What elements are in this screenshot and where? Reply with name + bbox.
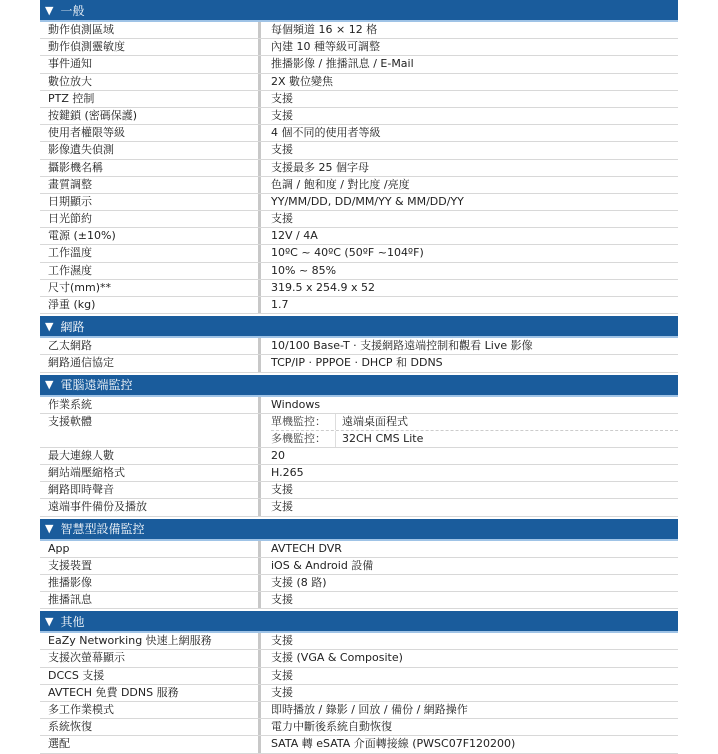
spec-label: 作業系統 bbox=[40, 397, 261, 413]
spec-value: Windows bbox=[271, 397, 321, 411]
spec-row bbox=[40, 194, 678, 211]
spec-label: 系統恢復 bbox=[40, 719, 261, 735]
spec-row bbox=[40, 280, 678, 297]
spec-value: 即時播放 / 錄影 / 回放 / 備份 / 網路操作 bbox=[271, 703, 468, 716]
spec-value: 內建 10 種等級可調整 bbox=[271, 40, 380, 54]
spec-row bbox=[40, 650, 678, 667]
spec-label: 多工作業模式 bbox=[40, 702, 261, 718]
spec-label: AVTECH 免費 DDNS 服務 bbox=[40, 685, 261, 701]
triangle-down-icon: ▼ bbox=[45, 3, 54, 17]
spec-row bbox=[40, 499, 678, 516]
spec-label: 影像遺失偵測 bbox=[40, 142, 261, 158]
spec-label: DCCS 支援 bbox=[40, 668, 261, 684]
section-title: 智慧型設備監控 bbox=[60, 522, 145, 536]
spec-label: App bbox=[40, 541, 261, 557]
spec-value: 推播影像 / 推播訊息 / E-Mail bbox=[271, 57, 414, 71]
spec-value: 支援最多 25 個字母 bbox=[271, 160, 369, 174]
spec-row bbox=[40, 297, 678, 314]
spec-label: 工作溫度 bbox=[40, 245, 261, 261]
spec-label: 畫質調整 bbox=[40, 177, 261, 193]
spec-label: 網站端壓縮格式 bbox=[40, 465, 261, 481]
spec-row bbox=[40, 685, 678, 702]
spec-label: 攝影機名稱 bbox=[40, 160, 261, 176]
triangle-down-icon: ▼ bbox=[45, 614, 54, 628]
spec-row bbox=[40, 263, 678, 280]
spec-label: 使用者權限等級 bbox=[40, 125, 261, 141]
spec-row bbox=[40, 668, 678, 685]
spec-row bbox=[40, 245, 678, 262]
spec-row bbox=[40, 211, 678, 228]
spec-value: 支援 bbox=[271, 108, 293, 122]
triangle-down-icon: ▼ bbox=[45, 378, 54, 392]
spec-value: 支援 bbox=[271, 593, 293, 607]
section-header[interactable] bbox=[40, 375, 678, 397]
spec-row bbox=[40, 355, 678, 372]
section-title: 一般 bbox=[60, 3, 85, 18]
spec-label: PTZ 控制 bbox=[40, 91, 261, 107]
spec-value: 10/100 Base-T · 支援網路遠端控制和觀看 Live 影像 bbox=[271, 339, 533, 353]
spec-row bbox=[40, 108, 678, 125]
spec-label: 支援裝置 bbox=[40, 558, 261, 574]
spec-label: 日光節約 bbox=[40, 211, 261, 227]
spec-label: 支援軟體 bbox=[40, 414, 261, 447]
spec-value: 20 bbox=[271, 448, 285, 462]
spec-row bbox=[40, 414, 678, 448]
section-header[interactable] bbox=[40, 316, 678, 338]
section-title: 電腦遠端監控 bbox=[60, 378, 133, 393]
spec-row bbox=[40, 465, 678, 482]
spec-label: 動作偵測靈敏度 bbox=[40, 39, 261, 55]
spec-row bbox=[40, 160, 678, 177]
spec-label: 日期顯示 bbox=[40, 194, 261, 210]
spec-row bbox=[40, 338, 678, 355]
software-name: 32CH CMS Lite bbox=[342, 431, 424, 445]
spec-row bbox=[40, 39, 678, 56]
section-header[interactable] bbox=[40, 519, 678, 541]
spec-row bbox=[40, 592, 678, 609]
spec-value: H.265 bbox=[271, 465, 304, 479]
spec-row bbox=[40, 125, 678, 142]
spec-row bbox=[40, 633, 678, 650]
spec-label: 數位放大 bbox=[40, 74, 261, 90]
spec-row bbox=[40, 541, 678, 558]
spec-value: 支援 bbox=[271, 685, 293, 699]
section-title: 其他 bbox=[60, 614, 85, 629]
section-title: 網路 bbox=[60, 319, 85, 334]
software-name: 遠端桌面程式 bbox=[342, 414, 408, 428]
spec-label: 最大連線人數 bbox=[40, 448, 261, 464]
spec-value: 2X 數位變焦 bbox=[271, 74, 334, 88]
spec-value: 每個頻道 16 × 12 格 bbox=[271, 23, 378, 36]
spec-value: 10ºC ~ 40ºC (50ºF ~104ºF) bbox=[271, 246, 424, 260]
spec-label: 網路即時聲音 bbox=[40, 482, 261, 498]
software-subrow bbox=[271, 431, 678, 447]
spec-value: 支援 bbox=[271, 91, 293, 105]
spec-row bbox=[40, 448, 678, 465]
spec-value: TCP/IP · PPPOE · DHCP 和 DDNS bbox=[271, 356, 443, 370]
spec-label: 乙太網路 bbox=[40, 338, 261, 354]
spec-row bbox=[40, 397, 678, 414]
spec-value: 319.5 x 254.9 x 52 bbox=[271, 280, 375, 294]
spec-row bbox=[40, 74, 678, 91]
spec-row bbox=[40, 177, 678, 194]
section-header[interactable] bbox=[40, 611, 678, 633]
spec-label: 網路通信協定 bbox=[40, 355, 261, 371]
spec-row bbox=[40, 719, 678, 736]
spec-label: 事件通知 bbox=[40, 56, 261, 72]
section-header[interactable] bbox=[40, 0, 678, 22]
spec-label: 動作偵測區域 bbox=[40, 22, 261, 38]
spec-value: 支援 (8 路) bbox=[271, 575, 327, 589]
spec-label: 支援次螢幕顯示 bbox=[40, 650, 261, 666]
spec-label: 遠端事件備份及播放 bbox=[40, 499, 261, 515]
software-type: 多機監控： bbox=[271, 431, 336, 447]
spec-sheet bbox=[40, 0, 678, 754]
spec-value: AVTECH DVR bbox=[271, 541, 342, 555]
software-type: 單機監控： bbox=[271, 414, 336, 430]
spec-label: EaZy Networking 快速上網服務 bbox=[40, 633, 261, 649]
spec-value: 色調 / 飽和度 / 對比度 /亮度 bbox=[271, 177, 410, 191]
spec-value: 支援 bbox=[271, 212, 293, 226]
spec-label: 電源 (±10%) bbox=[40, 228, 261, 244]
spec-value: YY/MM/DD, DD/MM/YY & MM/DD/YY bbox=[271, 194, 464, 208]
spec-value: 4 個不同的使用者等級 bbox=[271, 126, 381, 140]
spec-value: 10% ~ 85% bbox=[271, 263, 337, 277]
spec-row bbox=[40, 22, 678, 39]
spec-label: 推播訊息 bbox=[40, 592, 261, 608]
spec-value: 支援 bbox=[271, 483, 293, 497]
spec-value: 電力中斷後系統自動恢復 bbox=[271, 720, 392, 734]
spec-row bbox=[40, 558, 678, 575]
spec-row bbox=[40, 575, 678, 592]
triangle-down-icon: ▼ bbox=[45, 319, 54, 333]
spec-label: 選配 bbox=[40, 736, 261, 752]
software-subrow bbox=[271, 414, 678, 431]
spec-row bbox=[40, 702, 678, 719]
spec-value: 1.7 bbox=[271, 298, 289, 311]
spec-label: 推播影像 bbox=[40, 575, 261, 591]
spec-value: iOS & Android 設備 bbox=[271, 558, 374, 572]
spec-value: 支援 bbox=[271, 143, 293, 157]
spec-label: 尺寸(mm)** bbox=[40, 280, 261, 296]
spec-value: 支援 bbox=[271, 668, 293, 682]
spec-value: 支援 bbox=[271, 500, 293, 514]
spec-value: 支援 bbox=[271, 634, 293, 648]
spec-label: 淨重 (kg) bbox=[40, 297, 261, 313]
spec-row bbox=[40, 91, 678, 108]
spec-row bbox=[40, 482, 678, 499]
spec-row bbox=[40, 736, 678, 753]
triangle-down-icon: ▼ bbox=[45, 522, 54, 535]
spec-value: 12V / 4A bbox=[271, 229, 318, 243]
spec-row bbox=[40, 228, 678, 245]
spec-row bbox=[40, 56, 678, 73]
spec-row bbox=[40, 142, 678, 159]
spec-label: 按鍵鎖 (密碼保護) bbox=[40, 108, 261, 124]
spec-value: SATA 轉 eSATA 介面轉接線 (PWSC07F120200) bbox=[271, 737, 516, 751]
spec-value: 支援 (VGA & Composite) bbox=[271, 651, 403, 665]
spec-label: 工作濕度 bbox=[40, 263, 261, 279]
spec-value-software bbox=[261, 414, 678, 447]
